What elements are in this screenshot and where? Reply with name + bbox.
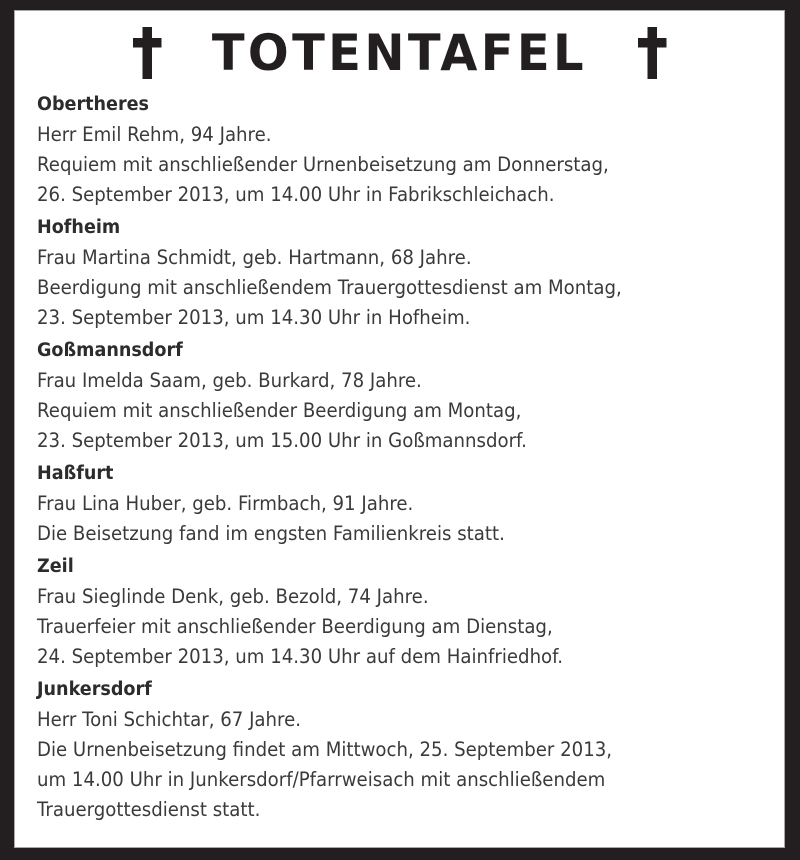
death-notice-body (14, 10, 785, 848)
entry-detail-line: Herr Toni Schichtar, 67 Jahre. (37, 708, 302, 731)
cross-icon (637, 27, 667, 79)
entry-detail-lines (37, 705, 784, 825)
entry-detail-lines (37, 366, 784, 456)
entry-detail-line: Herr Emil Rehm, 94 Jahre. (37, 123, 272, 146)
entry-detail-line: Die Beisetzung fand im engsten Familienkreis statt. (37, 522, 505, 545)
obituary-entry (37, 460, 784, 549)
obituary-entry (37, 676, 784, 825)
obituary-entry (37, 91, 784, 210)
entry-detail-line: 24. September 2013, um 14.30 Uhr auf dem Hainfriedhof. (37, 645, 563, 668)
entry-detail-line: Requiem mit anschließender Urnenbeisetzung am Donnerstag, (37, 153, 609, 176)
entry-detail-line: um 14.00 Uhr in Junkersdorf/Pfarrweisach mit anschließendem (37, 768, 606, 791)
entry-detail-line: Beerdigung mit anschließendem Trauergottesdienst am Montag, (37, 276, 622, 299)
entry-detail-line: Frau Lina Huber, geb. Firmbach, 91 Jahre. (37, 492, 414, 515)
obituary-entry-list (15, 91, 784, 825)
entry-detail-line: Frau Imelda Saam, geb. Burkard, 78 Jahre. (37, 369, 422, 392)
entry-detail-line: 23. September 2013, um 14.30 Uhr in Hofheim. (37, 306, 471, 329)
entry-detail-lines (37, 243, 784, 333)
entry-location-heading: Goßmannsdorf (37, 340, 183, 361)
entry-detail-line: Trauerfeier mit anschließender Beerdigung am Dienstag, (37, 615, 553, 638)
entry-detail-line: Requiem mit anschließender Beerdigung am Montag, (37, 399, 522, 422)
entry-location-heading: Junkersdorf (37, 679, 152, 700)
entry-detail-lines (37, 120, 784, 210)
notice-title-row (15, 11, 784, 91)
entry-detail-lines (37, 582, 784, 672)
entry-location-heading: Zeil (37, 556, 74, 577)
page-title: TOTENTAFEL (211, 24, 588, 82)
entry-detail-line: 26. September 2013, um 14.00 Uhr in Fabrikschleichach. (37, 183, 555, 206)
entry-detail-lines (37, 489, 784, 549)
entry-detail-line: Die Urnenbeisetzung findet am Mittwoch, 25. September 2013, (37, 738, 613, 761)
entry-detail-line: Trauergottesdienst statt. (37, 798, 261, 821)
entry-location-heading: Haßfurt (37, 463, 114, 484)
obituary-entry (37, 337, 784, 456)
cross-icon (132, 27, 162, 79)
entry-detail-line: Frau Martina Schmidt, geb. Hartmann, 68 Jahre. (37, 246, 472, 269)
entry-location-heading: Hofheim (37, 217, 121, 238)
entry-detail-line: 23. September 2013, um 15.00 Uhr in Goßmannsdorf. (37, 429, 527, 452)
obituary-entry (37, 553, 784, 672)
obituary-entry (37, 214, 784, 333)
entry-detail-line: Frau Sieglinde Denk, geb. Bezold, 74 Jahre. (37, 585, 429, 608)
entry-location-heading: Obertheres (37, 94, 149, 115)
